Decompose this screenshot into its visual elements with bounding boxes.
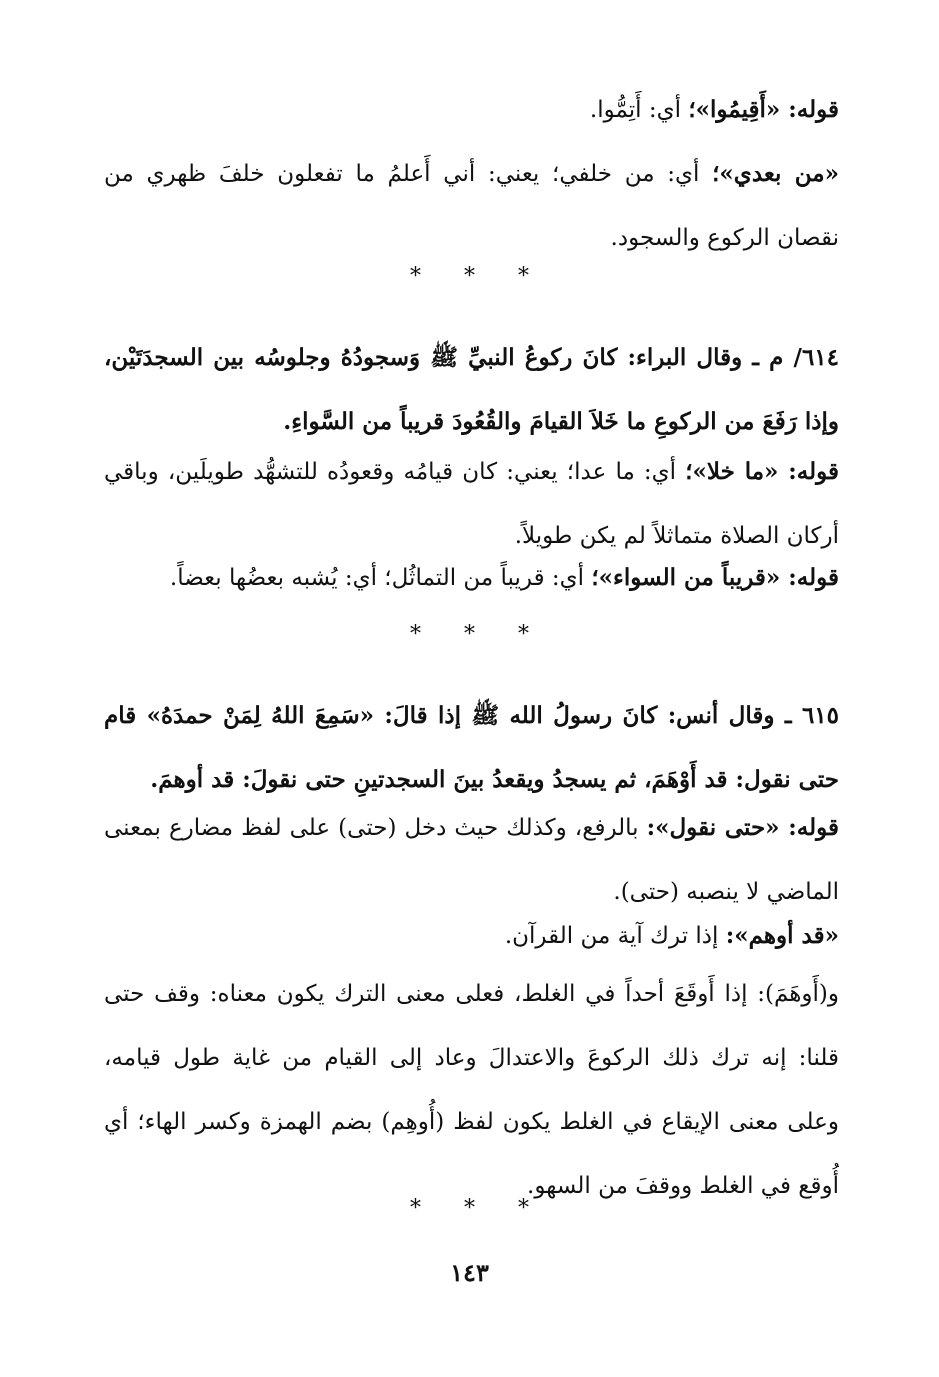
page-number: ١٤٣ [450, 1258, 489, 1287]
commentary-lead: قوله: «أَقِيمُوا»؛ [688, 96, 839, 123]
commentary-lead: «من بعدي»؛ [712, 160, 840, 187]
hadith-615: ٦١٥ ـ وقال أنس: كانَ رسولُ الله ﷺ إذا قالَ: «سَمِعَ اللهُ لِمَنْ حمدَهُ» قام حتى نقول: قد أَوْهَمَ، ثم يسجدُ ويقعدُ بينَ السجدتينِ حتى نقولَ: قد أوهمَ. [104, 702, 839, 793]
commentary-text: أي: أَتِمُّوا. [589, 97, 689, 123]
commentary-text: أي: قريباً من التماثُل؛ أي: يُشبه بعضُها بعضاً. [169, 565, 592, 591]
section-divider: * * * [410, 1196, 547, 1221]
commentary-text: إذا ترك آية من القرآن. [504, 923, 726, 949]
commentary-qad-awham [104, 904, 839, 968]
commentary-aqimu [104, 78, 839, 142]
section-divider: * * * [410, 264, 547, 289]
commentary-qariban [104, 546, 839, 610]
commentary-lead: قوله: «حتى نقول»: [646, 814, 839, 841]
section-divider: * * * [410, 622, 547, 647]
commentary-lead: قوله: «ما خلا»؛ [685, 458, 839, 485]
commentary-text: بالرفع، وكذلك حيث دخل (حتى) على لفظ مضارع بمعنى الماضي لا ينصبه (حتى). [104, 815, 839, 905]
commentary-lead: قوله: «قريباً من السواء»؛ [591, 564, 839, 591]
hadith-614: ٦١٤/ م ـ وقال البراء: كانَ ركوعُ النبيِّ ﷺ وَسجودُهُ وجلوسُه بين السجدَتَيْن، وإذا رَفَعَ من الركوعِ ما خَلاَ القيامَ والقُعُودَ قريباً من السَّواءِ. [104, 344, 839, 435]
commentary-lead: «قد أوهم»: [725, 922, 839, 949]
commentary-text: أي: من خلفي؛ يعني: أني أَعلمُ ما تفعلون خلفَ ظهري من نقصان الركوع والسجود. [104, 161, 839, 251]
commentary-awhama [104, 962, 839, 1218]
commentary-min-badi [104, 142, 839, 270]
commentary-text: أي: ما عدا؛ يعني: كان قيامُه وقعودُه للتشهُّد طويلَين، وباقي أركان الصلاة متماثلاً لم يكن طويلاً. [104, 459, 839, 549]
commentary-text: و(أَوهَمَ): إذا أَوقَعَ أحداً في الغلط، فعلى معنى الترك يكون معناه: وقف حتى قلنا: إنه ترك ذلك الركوعَ والاعتدالَ وعاد إلى القيام من غاية طول قيامه، وعلى معنى الإيقاع في الغلط يكون لفظ (أُوهِم) بضم الهمزة وكسر الهاء؛ أي أُوقع في الغلط ووقفَ من السهو. [104, 981, 839, 1199]
